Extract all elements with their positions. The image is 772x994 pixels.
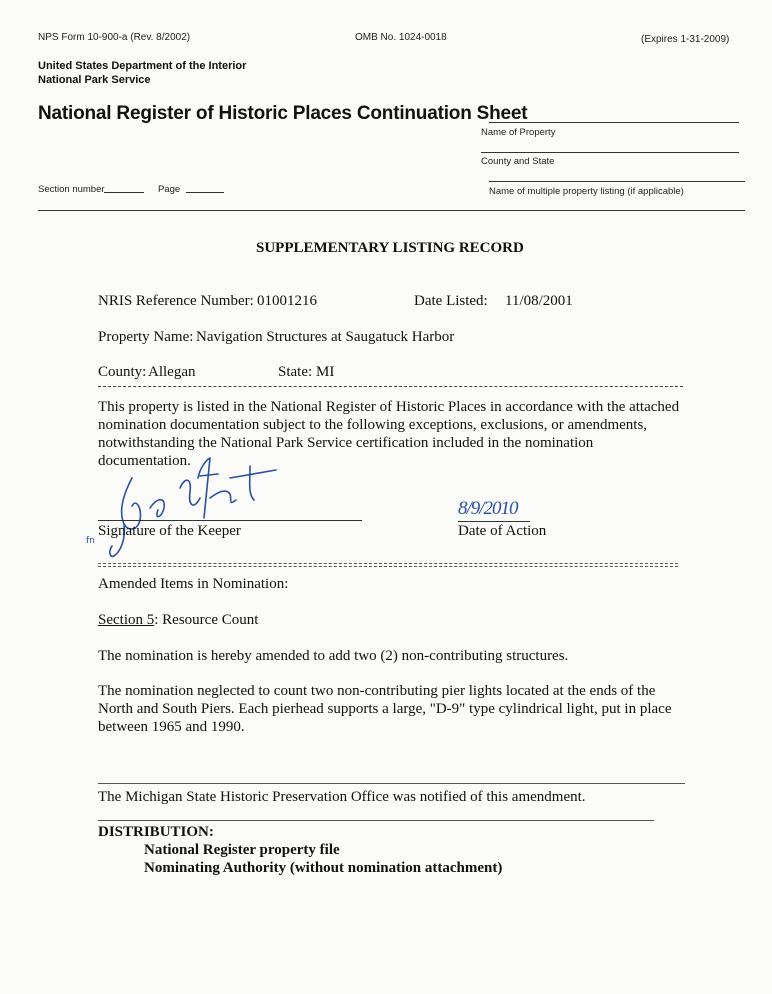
multiple-listing-label: Name of multiple property listing (if applicable) <box>489 186 684 197</box>
document-title: National Register of Historic Places Continuation Sheet <box>38 103 528 124</box>
state-value: MI <box>316 364 335 380</box>
county-state-line <box>481 152 739 153</box>
date-of-action-handwritten: 8/9/2010 <box>458 498 518 519</box>
signature-line <box>98 520 362 521</box>
amended-items-heading: Amended Items in Nomination: <box>98 576 289 592</box>
svg-text:fn: fn <box>86 536 95 546</box>
county-value: Allegan <box>148 364 196 380</box>
record-heading: SUPPLEMENTARY LISTING RECORD <box>256 240 524 256</box>
signature-label: Signature of the Keeper <box>98 523 241 539</box>
omb-number: OMB No. 1024-0018 <box>355 32 447 43</box>
double-dashed-divider <box>98 563 678 567</box>
date-listed-label: Date Listed: <box>414 293 488 309</box>
shpo-note: The Michigan State Historic Preservation Office was notified of this amendment. <box>98 789 586 805</box>
distribution-heading: DISTRIBUTION: <box>98 824 214 840</box>
shpo-divider <box>98 783 685 784</box>
distribution-item: Nominating Authority (without nomination attachment) <box>144 860 503 876</box>
nris-label: NRIS Reference Number: <box>98 293 254 309</box>
listing-statement: This property is listed in the National Register of Historic Places in accordance with the attached nomination documentation subject to the following exceptions, exclusions, or amendments, notwithstanding the National Park Service certification included in the nomination documentation. <box>98 399 680 469</box>
county-state-label: County and State <box>481 156 555 167</box>
name-of-property-line <box>489 122 739 123</box>
property-name-value: Navigation Structures at Saugatuck Harbor <box>196 329 455 345</box>
section-label: Section 5 <box>98 612 155 628</box>
date-of-action-label: Date of Action <box>458 523 547 539</box>
keeper-signature <box>80 448 300 560</box>
form-number: NPS Form 10-900-a (Rev. 8/2002) <box>38 32 191 43</box>
date-listed-value: 11/08/2001 <box>505 293 573 309</box>
amendment-paragraph-2: The nomination neglected to count two non-contributing pier lights located at the ends of the North and South Piers. Each pierhead supports a large, "D-9" type cylindrical light, put in place between 1965 and 1990. <box>98 683 672 735</box>
page-label: Page <box>158 184 181 195</box>
nris-value: 01001216 <box>257 293 317 309</box>
name-of-property-label: Name of Property <box>481 127 556 138</box>
amendment-paragraph-1: The nomination is hereby amended to add two (2) non-contributing structures. <box>98 648 569 664</box>
section-reference <box>98 611 258 629</box>
dashed-divider <box>98 386 683 387</box>
header-divider <box>38 210 745 211</box>
section-title: : Resource Count <box>154 612 259 628</box>
distribution-divider <box>98 820 654 821</box>
section-number-field <box>104 192 144 193</box>
state-label: State: <box>278 364 313 380</box>
agency-name: National Park Service <box>38 74 151 86</box>
expiration-date: (Expires 1-31-2009) <box>641 34 730 45</box>
distribution-item: National Register property file <box>144 842 340 858</box>
multiple-listing-line <box>489 181 745 182</box>
section-number-label: Section number <box>38 184 105 195</box>
county-label: County: <box>98 364 147 380</box>
property-name-label: Property Name: <box>98 329 194 345</box>
department-name: United States Department of the Interior <box>38 60 247 72</box>
page-field <box>186 192 224 193</box>
